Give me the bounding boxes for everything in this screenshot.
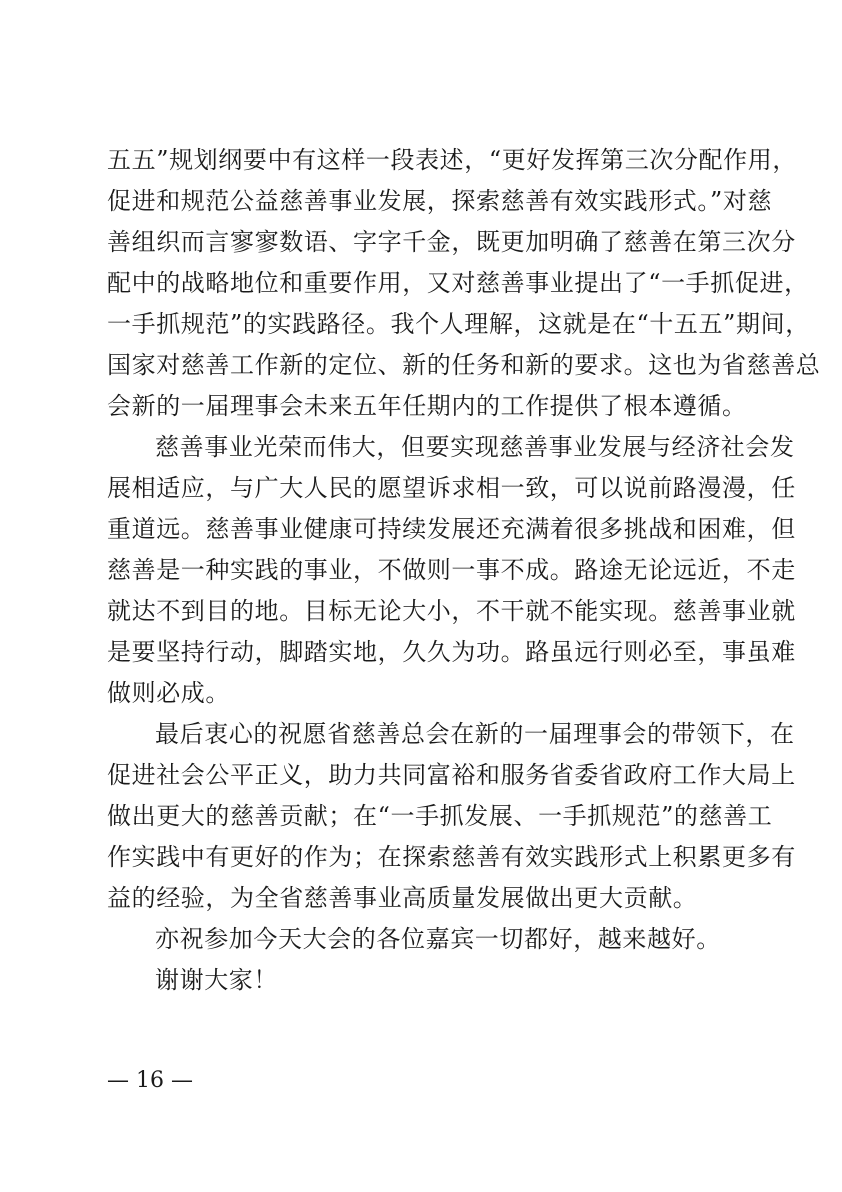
text-line: 最后衷心的祝愿省慈善总会在新的一届理事会的带领下，在	[155, 720, 795, 748]
text-line: 国家对慈善工作新的定位、新的任务和新的要求。这也为省慈善总	[107, 351, 821, 379]
paragraph	[107, 919, 747, 960]
paragraph	[107, 960, 747, 1001]
text-line: 慈善是一种实践的事业，不做则一事不成。路途无论远近，不走	[107, 556, 796, 584]
paragraph	[107, 714, 796, 919]
paragraph	[107, 140, 821, 427]
text-line: 会新的一届理事会未来五年任期内的工作提供了根本遵循。	[107, 392, 747, 420]
text-line: 一手抓规范”的实践路径。我个人理解，这就是在“十五五”期间，	[107, 310, 810, 338]
text-line: 亦祝参加今天大会的各位嘉宾一切都好，越来越好。	[155, 925, 721, 953]
text-line: 慈善事业光荣而伟大，但要实现慈善事业发展与经济社会发	[155, 433, 795, 461]
text-line: 是要坚持行动，脚踏实地，久久为功。路虽远行则必至，事虽难	[107, 638, 796, 666]
text-line: 五五”规划纲要中有这样一段表述，“更好发挥第三次分配作用，	[107, 146, 797, 174]
text-line: 展相适应，与广大人民的愿望诉求相一致，可以说前路漫漫，任	[107, 474, 796, 502]
text-line: 就达不到目的地。目标无论大小，不干就不能实现。慈善事业就	[107, 597, 796, 625]
text-line: 善组织而言寥寥数语、字字千金，既更加明确了慈善在第三次分	[107, 228, 796, 256]
paragraph	[107, 427, 796, 714]
text-line: 作实践中有更好的作为；在探索慈善有效实践形式上积累更多有	[107, 843, 796, 871]
text-line: 促进社会公平正义，助力共同富裕和服务省委省政府工作大局上	[107, 761, 796, 789]
document-body	[107, 140, 821, 1001]
text-line: 谢谢大家！	[155, 966, 278, 994]
text-line: 重道远。慈善事业健康可持续发展还充满着很多挑战和困难，但	[107, 515, 796, 543]
page-number: — 16 —	[107, 1068, 193, 1093]
text-line: 配中的战略地位和重要作用，又对慈善事业提出了“一手抓促进，	[107, 269, 809, 297]
text-line: 做出更大的慈善贡献；在“一手抓发展、一手抓规范”的慈善工	[107, 802, 773, 830]
text-line: 促进和规范公益慈善事业发展，探索慈善有效实践形式。”对慈	[107, 187, 773, 215]
text-line: 做则必成。	[107, 679, 230, 707]
text-line: 益的经验，为全省慈善事业高质量发展做出更大贡献。	[107, 884, 698, 912]
